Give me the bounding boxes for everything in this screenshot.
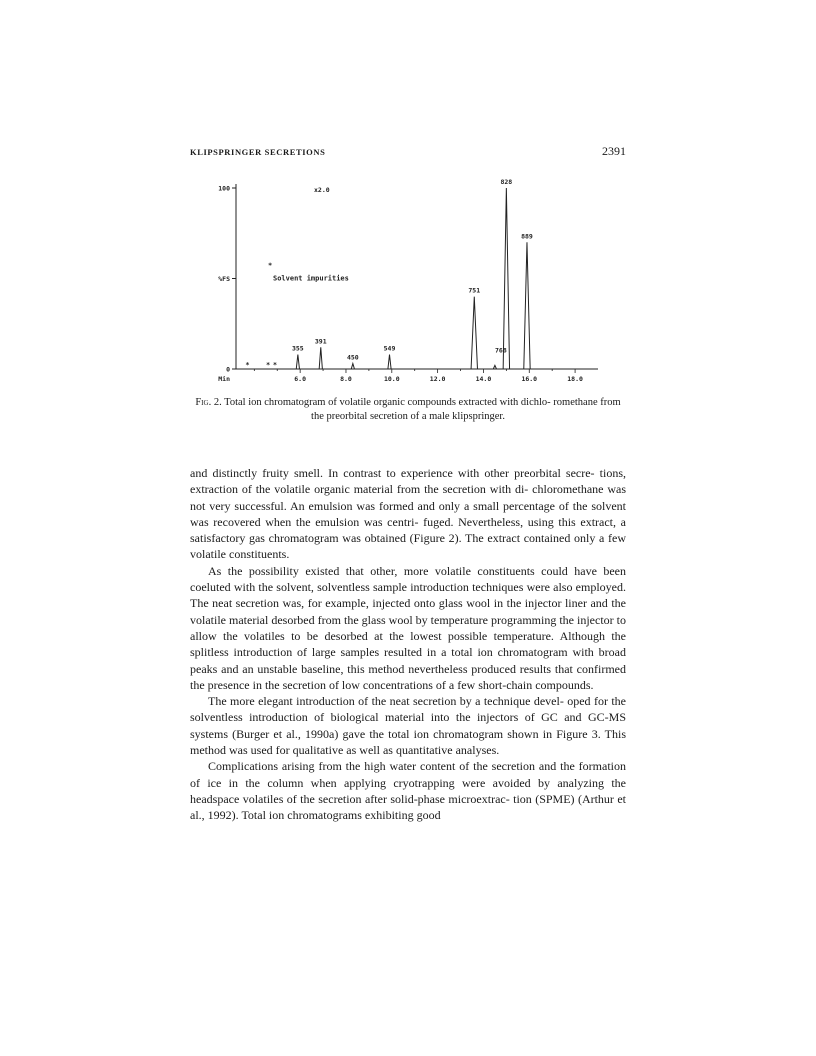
- peak-label: 450: [346, 353, 359, 362]
- paragraph: and distinctly fruity smell. In contrast to experience with other preorbital secre- tions, extraction of the volatile organic material from the secretion with di- chloromethane was not very successful. An emulsion was formed and only a small percentage of the solvent was recovered when the emulsion was centri- fuged. Nevertheless, using this extract, a satisfactory gas chromatogram was obtained (Figure 2). The extract contained only a few volatile constituents.: [190, 466, 626, 562]
- y-tick-label: 0: [226, 365, 230, 374]
- impurity-mark: *: [272, 361, 278, 369]
- impurity-mark: *: [245, 361, 250, 369]
- x-tick-label: 14.0: [475, 375, 492, 383]
- running-head: [190, 144, 626, 159]
- chromatogram-peak: [493, 365, 496, 369]
- peak-label: 391: [314, 337, 327, 346]
- peak-label: 355: [291, 344, 304, 353]
- y-tick-label: 100: [218, 184, 230, 193]
- chromatogram-peak: [471, 297, 477, 369]
- chromatogram-chart: [196, 176, 616, 388]
- chromatogram-peak: [296, 355, 299, 369]
- x-tick-label: 6.0: [294, 375, 307, 383]
- running-title: KLIPSPRINGER SECRETIONS: [190, 147, 326, 157]
- x-tick-label: 16.0: [521, 375, 538, 383]
- peak-label: 768: [495, 346, 507, 355]
- x-tick-label: 18.0: [567, 375, 583, 383]
- x-tick-label: 8.0: [340, 375, 352, 383]
- x-tick-label: 10.0: [383, 375, 400, 383]
- chromatogram-peak: [351, 364, 354, 369]
- chromatogram-peak: [319, 347, 322, 369]
- impurity-mark: *: [265, 361, 271, 369]
- caption-label: Fig. 2.: [195, 397, 222, 408]
- x-axis-label: Min: [218, 375, 230, 383]
- chromatogram-peak: [503, 188, 509, 369]
- legend-note: Solvent impurities: [273, 274, 349, 283]
- legend-marker: *: [268, 261, 273, 270]
- chromatogram-peak: [388, 355, 391, 369]
- chromatogram-figure: [196, 176, 616, 388]
- peak-label: 889: [521, 232, 533, 241]
- paragraph: As the possibility existed that other, more volatile constituents could have been coeluted with the solvent, solventless sample introduction techniques were also employed. The neat secretion was, for example, injected onto glass wool in the injector liner and the volatile material desorbed from the glass wool by temperature programming the injector to allow the volatiles to be desorbed at the lowest possible temperature. Although the splitless introduction of large samples resulted in a total ion chromatogram with broad peaks and an unstable baseline, this method nevertheless produced results that confirmed the presence in the secretion of low concentrations of a few short-chain compounds.: [190, 563, 626, 692]
- body-text: [190, 465, 626, 824]
- caption-text: Total ion chromatogram of volatile organic compounds extracted with dichlo- romethane from the preorbital secretion of a male klipspringer.: [224, 397, 621, 422]
- paragraph: Complications arising from the high water content of the secretion and the formation of ice in the column when applying cryotrapping were avoided by analyzing the headspace volatiles of the secretion after solid-phase microextrac- tion (SPME) (Arthur et al., 1992). Total ion chromatograms exhibiting good: [190, 759, 626, 823]
- page-number: 2391: [602, 144, 626, 158]
- paragraph: The more elegant introduction of the neat secretion by a technique devel- oped for the solventless introduction of biological material into the injectors of GC and GC-MS systems (Burger et al., 1990a) gave the total ion chromatogram shown in Figure 3. This method was used for qualitative as well as quantitative analyses.: [190, 694, 626, 758]
- peak-label: 751: [468, 286, 481, 295]
- x-tick-label: 12.0: [429, 375, 446, 383]
- scale-note: x2.0: [314, 186, 330, 194]
- figure-caption: [190, 396, 626, 423]
- y-tick-label: %FS: [218, 275, 230, 283]
- peak-label: 828: [500, 178, 513, 186]
- chromatogram-peak: [524, 242, 530, 369]
- peak-label: 549: [383, 344, 396, 353]
